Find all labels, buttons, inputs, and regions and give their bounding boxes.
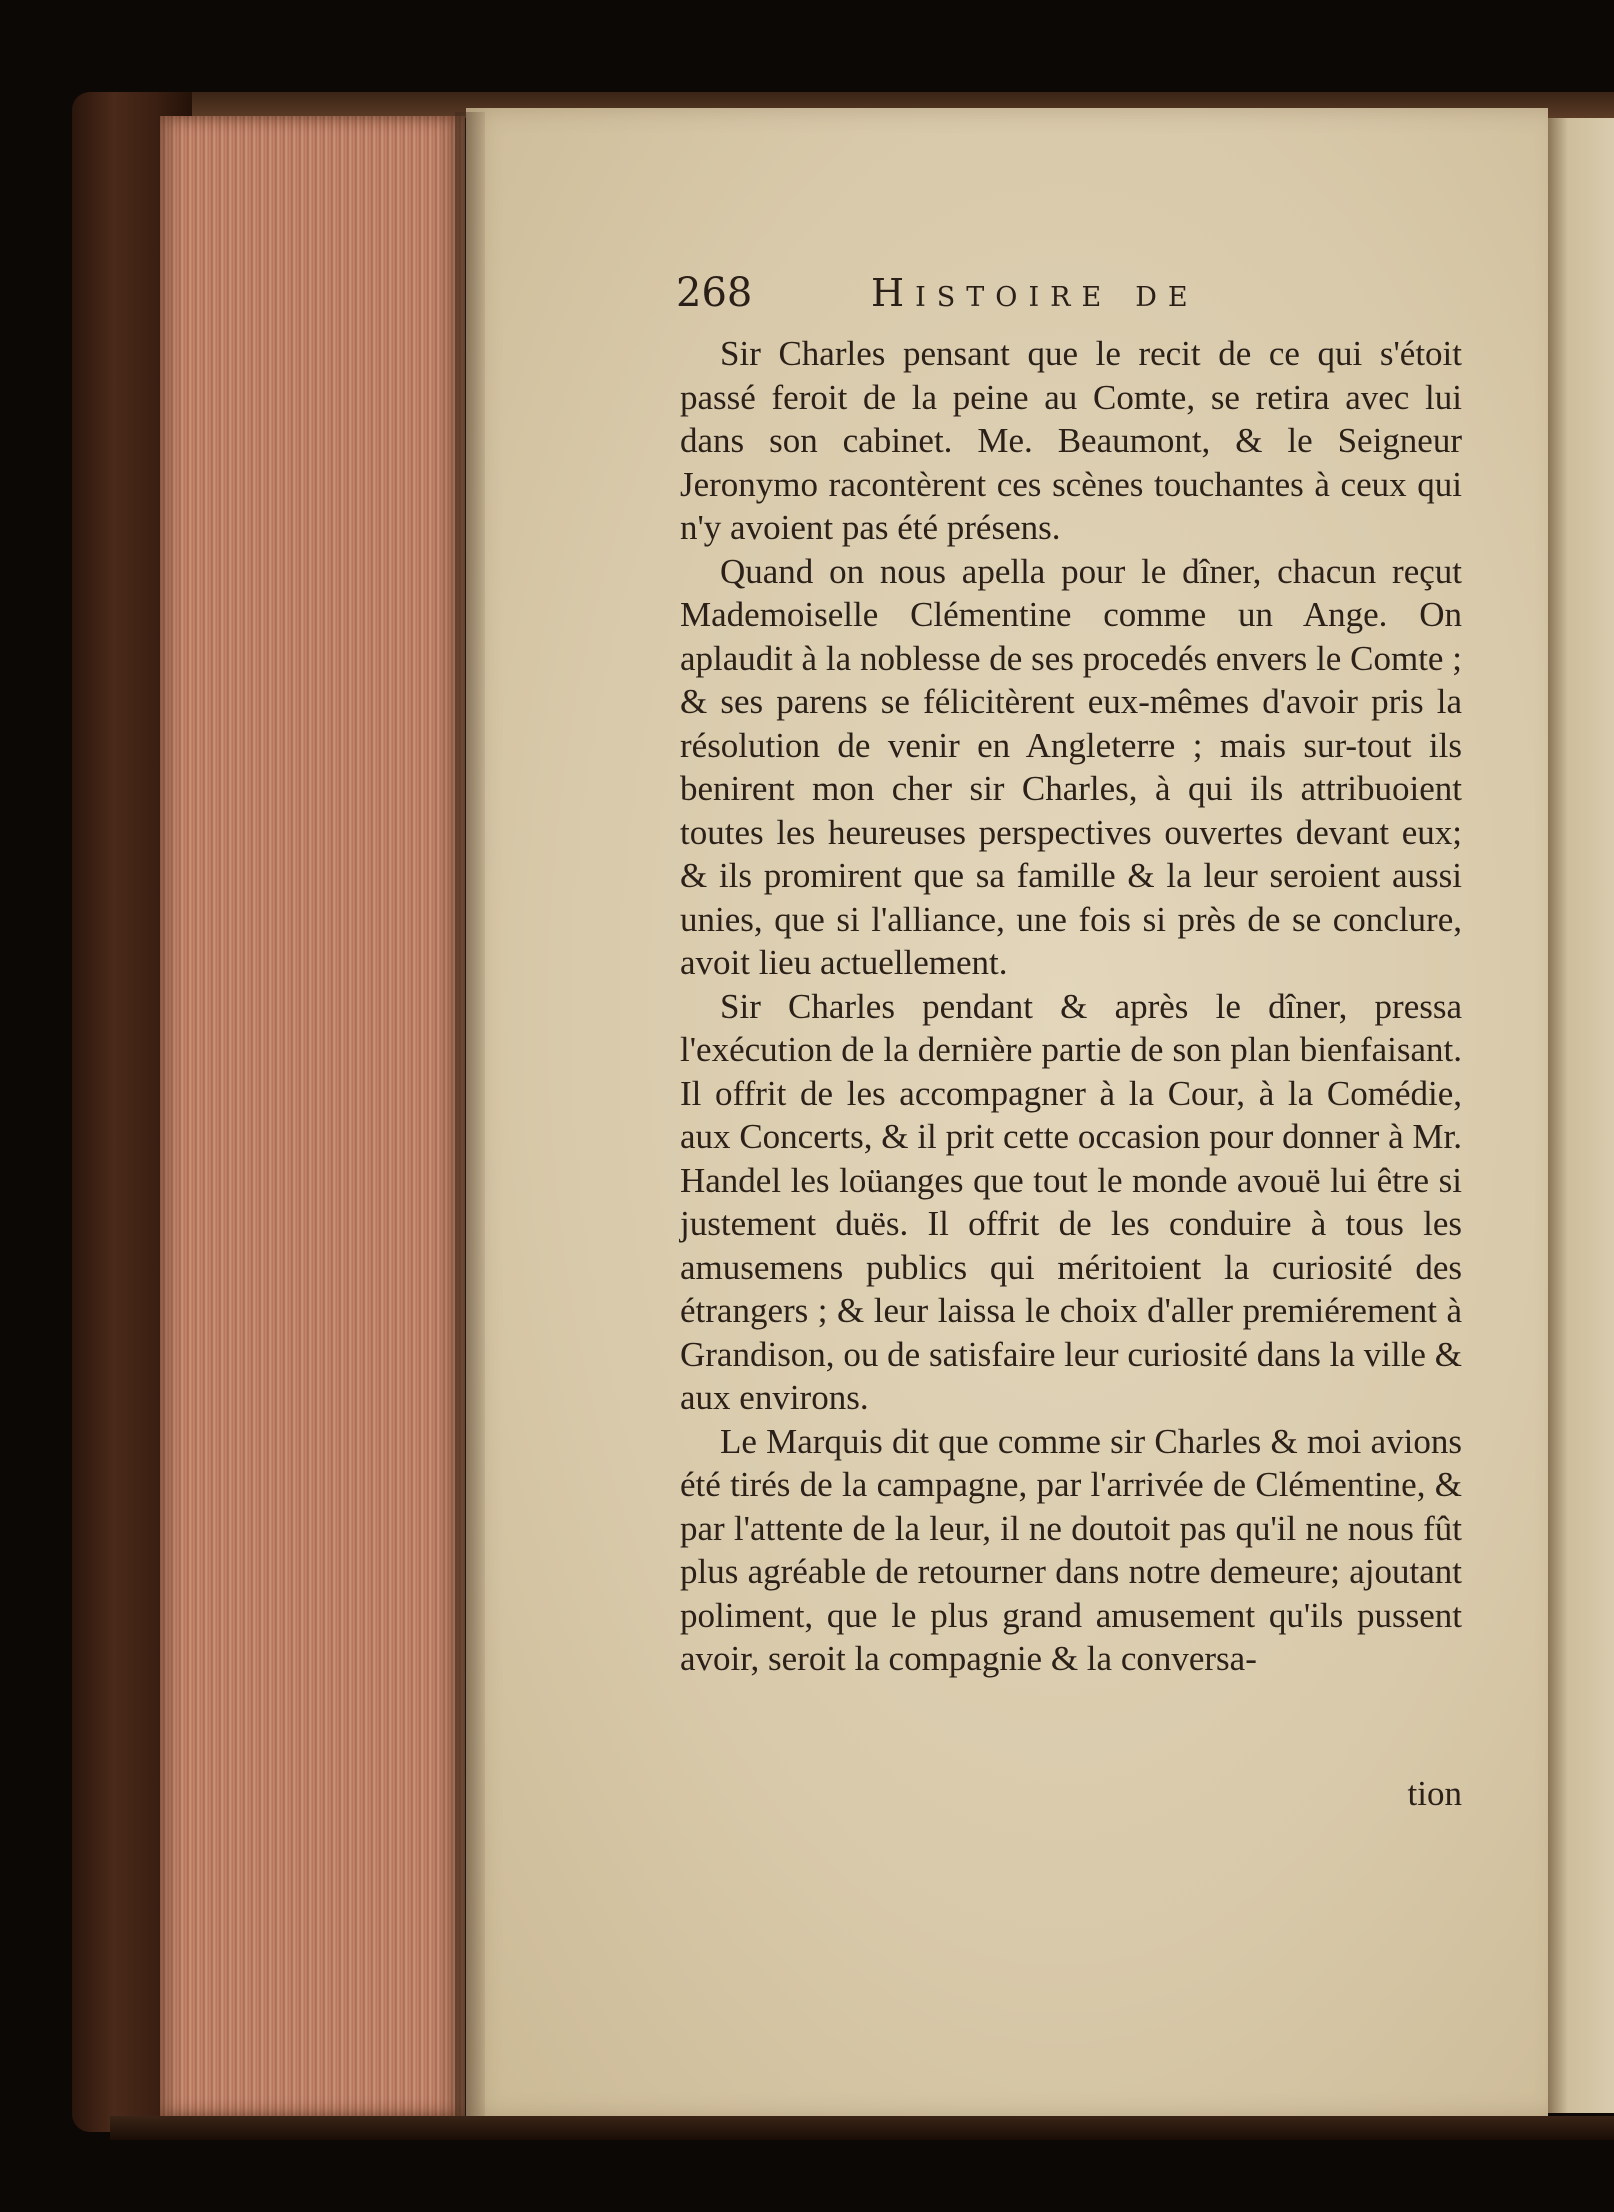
running-title: Histoire de — [871, 271, 1199, 315]
page-block-edges — [160, 116, 465, 2116]
paragraph-3: Sir Charles pendant & après le dîner, pressa l'exécution de la dernière partie de son plan bienfaisant. Il offrit de les accompagner à la Cour, à la Comédie, aux Concerts, & il prit cette occasion pour donner à Mr. Handel les loüanges que tout le monde avouë lui être si justement duës. Il offrit de les conduire à tous les amusemens publics qui méritoient la curiosité des étrangers ; & leur laissa le choix d'aller premiérement à Grandison, ou de satisfaire leur curiosité dans la ville & aux environs. — [680, 986, 1462, 1417]
facing-page-edge — [1548, 118, 1614, 2113]
gutter-shadow — [455, 112, 485, 2122]
body-text — [680, 332, 1462, 1681]
paragraph-2: Quand on nous apella pour le dîner, chacun reçut Mademoiselle Clémentine comme un Ange. On aplaudit à la noblesse de ses procedés envers le Comte ; & ses parens se félicitèrent eux-mêmes d'avoir pris la résolution de venir en Angleterre ; mais sur-tout ils benirent mon cher sir Charles, à qui ils attribuoient toutes les heureuses perspectives ouvertes devant eux; & ils promirent que sa famille & la leur seroient aussi unies, que si l'alliance, une fois si près de se conclure, avoit lieu actuellement. — [680, 551, 1462, 982]
paragraph-1: Sir Charles pensant que le recit de ce qui s'étoit passé feroit de la peine au Comte, se retira avec lui dans son cabinet. Me. Beaumont, & le Seigneur Jeronymo racontèrent ces scènes touchantes à ceux qui n'y avoient pas été présens. — [680, 334, 1462, 547]
running-head — [676, 262, 1306, 324]
page-number: 268 — [676, 270, 753, 316]
catchword: tion — [1407, 1774, 1462, 1813]
book-cover-bottom — [110, 2116, 1614, 2140]
paragraph-4: Le Marquis dit que comme sir Charles & moi avions été tirés de la campagne, par l'arrivée de Clémentine, & par l'attente de la leur, il ne doutoit pas qu'il ne nous fût plus agréable de retourner dans notre demeure; ajoutant poliment, que le plus grand amusement qu'ils pussent avoir, seroit la compagnie & la conversa- — [680, 1421, 1462, 1678]
